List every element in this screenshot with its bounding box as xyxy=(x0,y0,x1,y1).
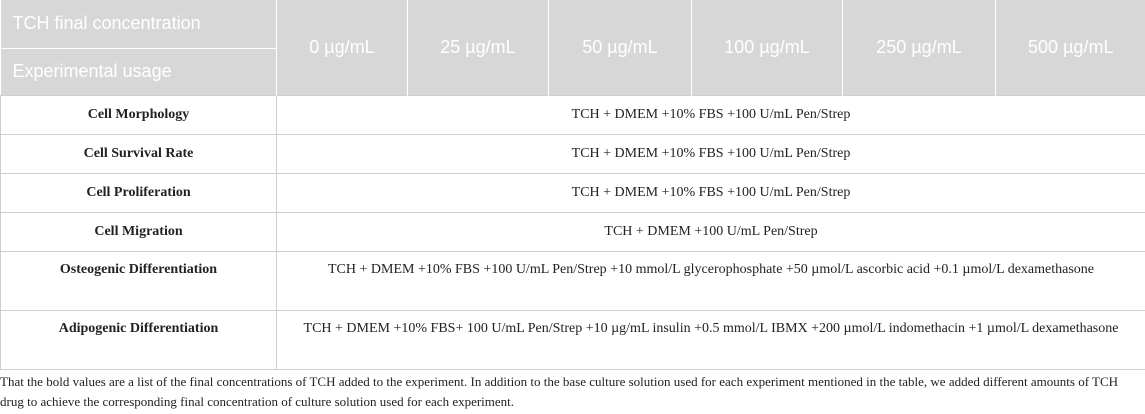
table-row xyxy=(1,212,1145,251)
row-usage-label: Cell Proliferation xyxy=(1,173,277,212)
row-medium-value: TCH + DMEM +100 U/mL Pen/Strep xyxy=(277,212,1145,251)
header-row-label-concentration: TCH final concentration xyxy=(1,0,277,48)
row-medium-value: TCH + DMEM +10% FBS +100 U/mL Pen/Strep +10 mmol/L glycerophosphate +50 µmol/L ascorbic acid +0.1 µmol/L dexamethasone xyxy=(277,251,1145,310)
table-row xyxy=(1,95,1145,134)
row-usage-label: Cell Survival Rate xyxy=(1,134,277,173)
table-footnote: That the bold values are a list of the final concentrations of TCH added to the experiment. In addition to the base culture solution used for each experiment mentioned in the table, we added different amounts of TCH drug to achieve the corresponding final concentration of culture solution used for each experiment. xyxy=(0,374,1119,409)
table-row xyxy=(1,310,1145,369)
row-medium-value: TCH + DMEM +10% FBS+ 100 U/mL Pen/Strep +10 µg/mL insulin +0.5 mmol/L IBMX +200 µmol/L indomethacin +1 µmol/L dexamethasone xyxy=(277,310,1145,369)
row-medium-value: TCH + DMEM +10% FBS +100 U/mL Pen/Strep xyxy=(277,134,1145,173)
table-row xyxy=(1,134,1145,173)
header-concentration-500: 500 µg/mL xyxy=(996,0,1145,95)
table-row xyxy=(1,173,1145,212)
row-usage-label: Adipogenic Differentiation xyxy=(1,310,277,369)
header-concentration-0: 0 µg/mL xyxy=(277,0,408,95)
row-usage-label: Osteogenic Differentiation xyxy=(1,251,277,310)
header-concentration-25: 25 µg/mL xyxy=(408,0,549,95)
header-concentration-250: 250 µg/mL xyxy=(843,0,996,95)
row-medium-value: TCH + DMEM +10% FBS +100 U/mL Pen/Strep xyxy=(277,95,1145,134)
row-usage-label: Cell Morphology xyxy=(1,95,277,134)
table-row xyxy=(1,251,1145,310)
row-medium-value: TCH + DMEM +10% FBS +100 U/mL Pen/Strep xyxy=(277,173,1145,212)
header-row-label-usage: Experimental usage xyxy=(1,48,277,95)
row-usage-label: Cell Migration xyxy=(1,212,277,251)
header-concentration-50: 50 µg/mL xyxy=(549,0,692,95)
header-concentration-100: 100 µg/mL xyxy=(692,0,843,95)
